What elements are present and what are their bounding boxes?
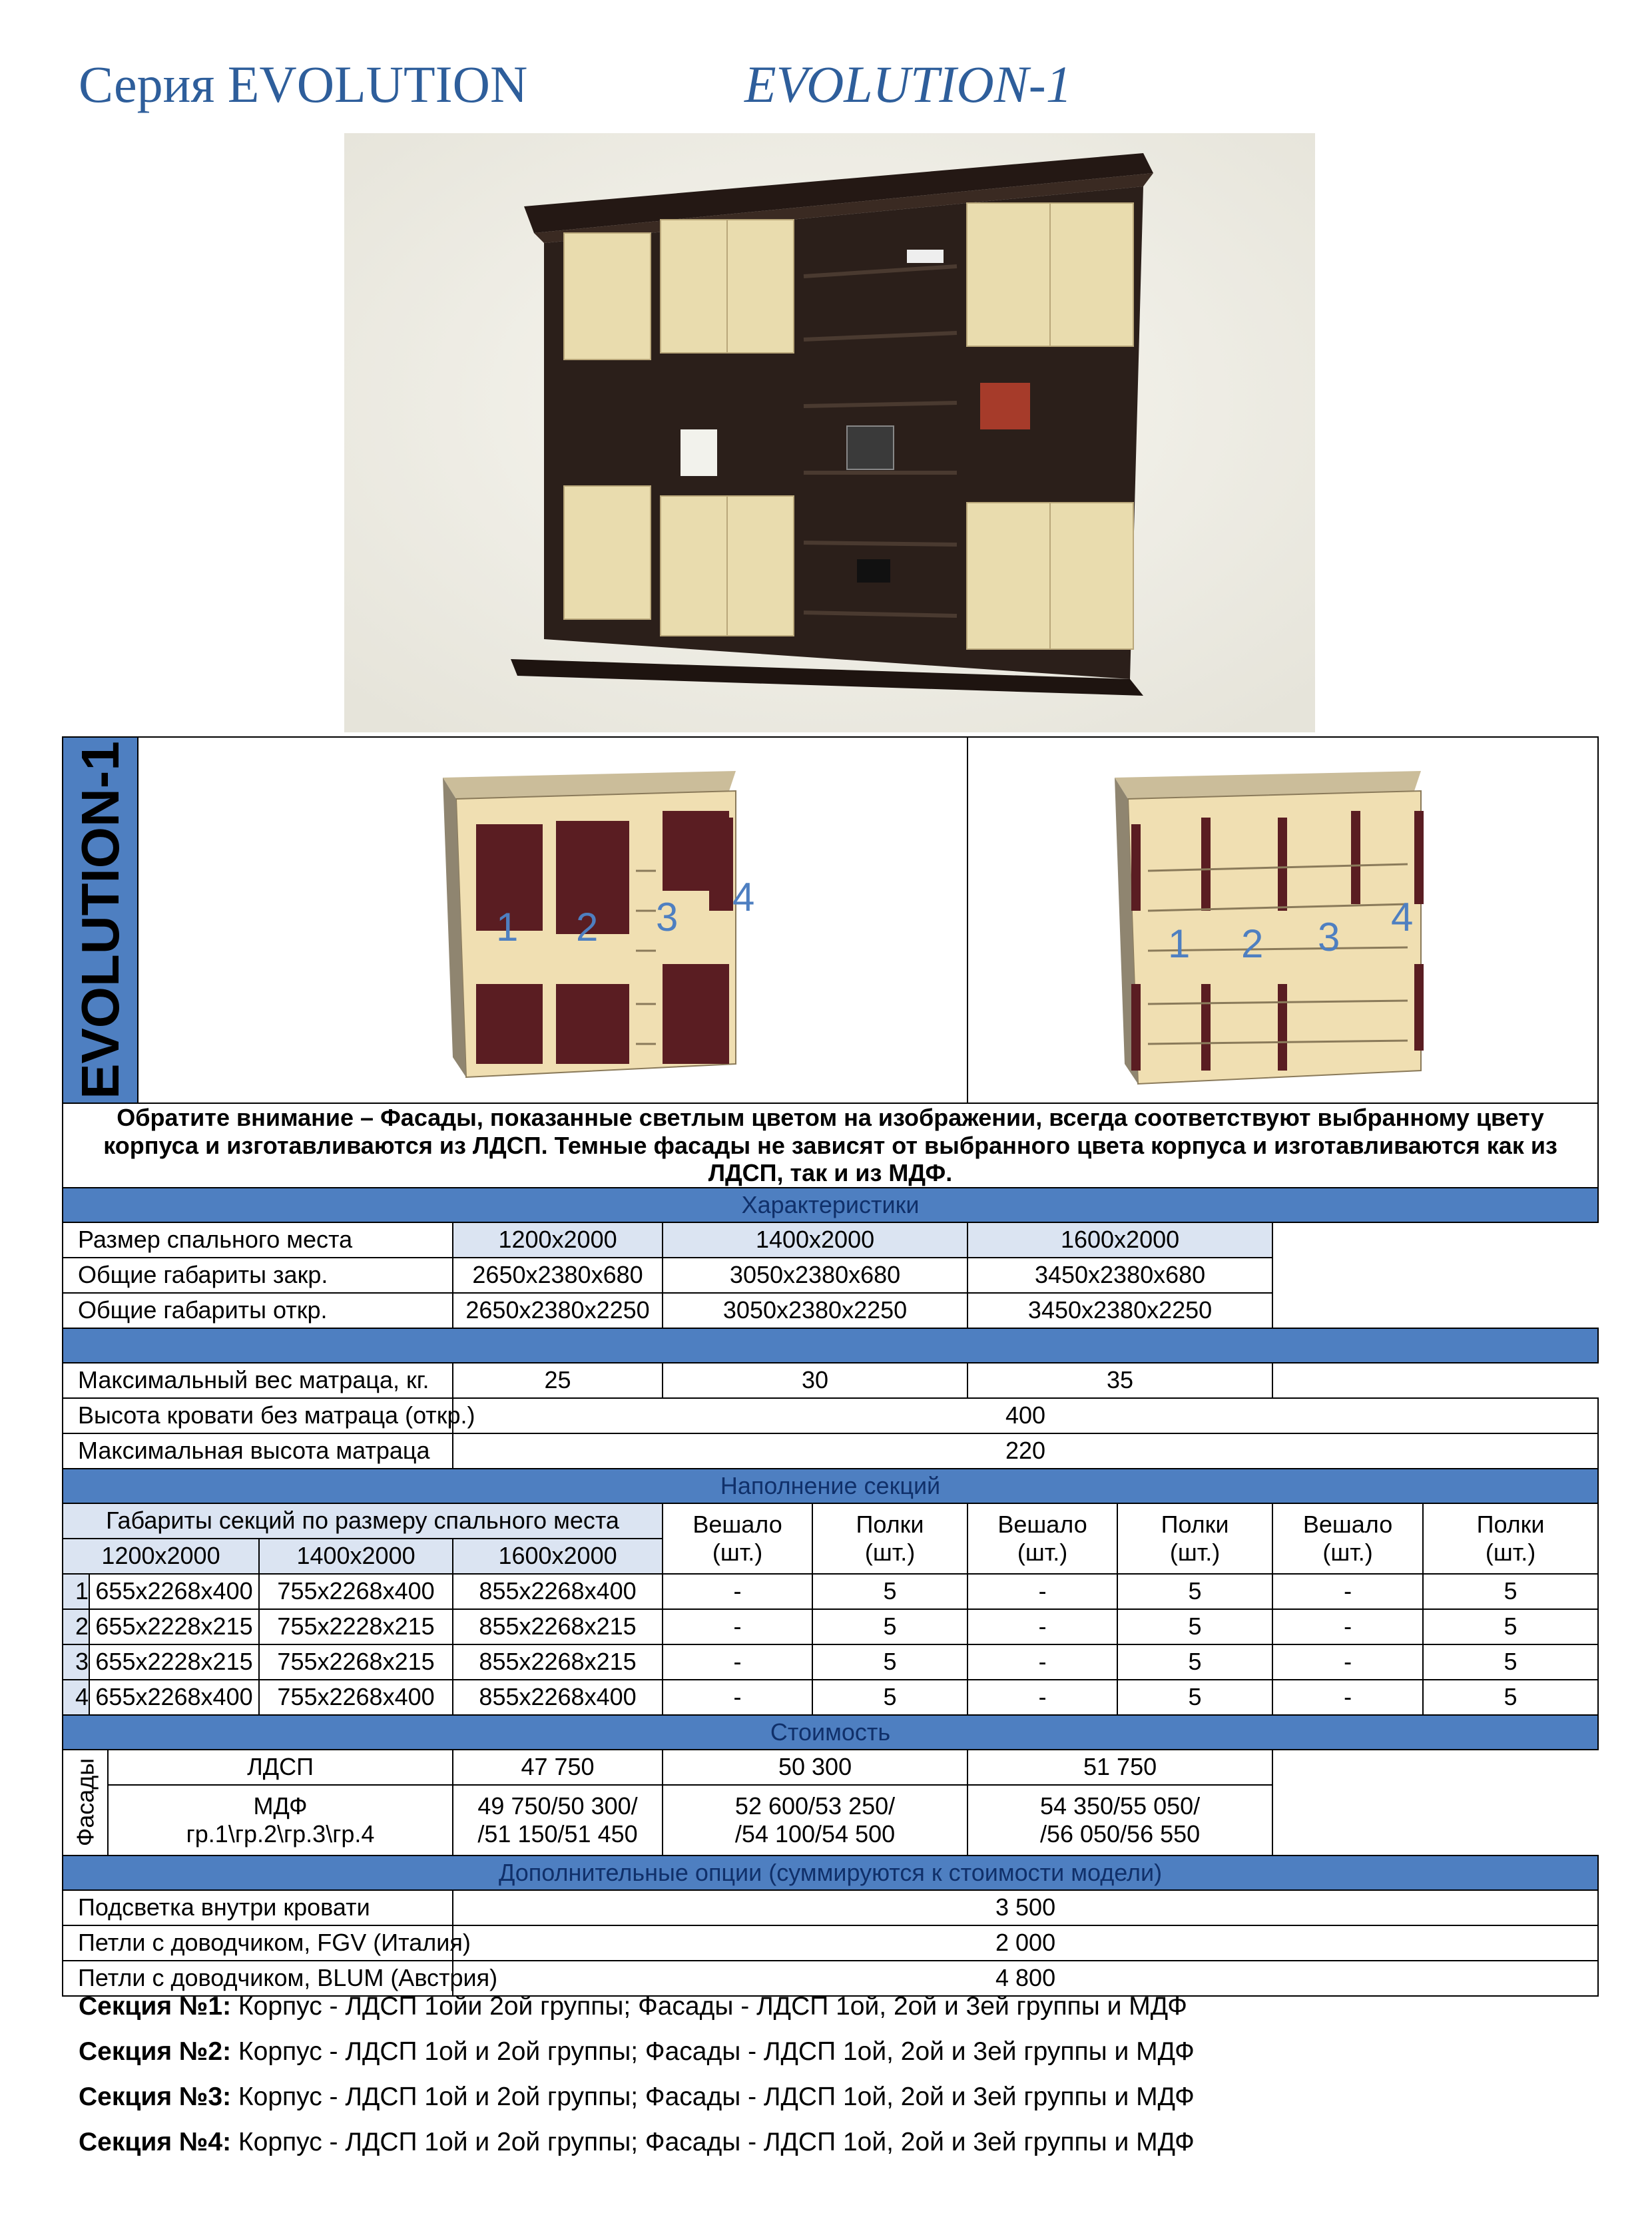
cost-value: 54 350/55 050/ /56 050/56 550 xyxy=(967,1785,1272,1855)
section-row xyxy=(63,1680,1598,1715)
section-fill: - xyxy=(663,1680,812,1715)
option-value: 2 000 xyxy=(453,1925,1598,1961)
char-value: 2650x2380x680 xyxy=(453,1258,663,1293)
char-value: 35 xyxy=(967,1363,1272,1398)
section-fill: 5 xyxy=(1423,1680,1598,1715)
char-label: Общие габариты откр. xyxy=(63,1293,453,1328)
section-dim: 755x2268x400 xyxy=(259,1574,453,1609)
char-value: 1400x2000 xyxy=(663,1222,967,1258)
option-value: 4 800 xyxy=(453,1961,1598,1996)
side-title-cell xyxy=(63,737,138,1103)
footnote-section-2: Секция №2: Корпус - ЛДСП 1ой и 2ой группы; Фасады - ЛДСП 1ой, 2ой и 3ей группы и МДФ xyxy=(79,2037,1195,2066)
facades-label: Фасады xyxy=(71,1758,99,1847)
section-row xyxy=(63,1609,1598,1644)
section-fill: 5 xyxy=(812,1644,967,1680)
section-fill: 5 xyxy=(812,1609,967,1644)
diagram-open-num-2: 2 xyxy=(1241,921,1264,966)
char-value: 3050x2380x2250 xyxy=(663,1293,967,1328)
char-row-bed-size xyxy=(63,1222,1598,1258)
options-band: Дополнительные опции (суммируются к стоимости модели) xyxy=(63,1855,1598,1890)
model-title: EVOLUTION-1 xyxy=(744,55,1072,113)
char-value: 220 xyxy=(453,1433,1598,1469)
option-row xyxy=(63,1925,1598,1961)
char-value: 400 xyxy=(453,1398,1598,1433)
blank-band xyxy=(63,1328,1598,1363)
cost-value: 49 750/50 300/ /51 150/51 450 xyxy=(453,1785,663,1855)
shelves-header: Полки (шт.) xyxy=(1117,1503,1272,1574)
cost-value: 51 750 xyxy=(967,1750,1272,1785)
diagram-open-num-1: 1 xyxy=(1168,921,1191,966)
section-row xyxy=(63,1574,1598,1609)
section-fill: - xyxy=(967,1609,1117,1644)
diagram-num-2: 2 xyxy=(576,905,599,949)
section-dim: 855x2268x215 xyxy=(453,1609,663,1644)
cost-row-ldsp xyxy=(63,1750,1598,1785)
size-header: 1400x2000 xyxy=(259,1539,453,1574)
diagram-num-4: 4 xyxy=(732,875,755,919)
shelves-header: Полки (шт.) xyxy=(1423,1503,1598,1574)
section-fill: 5 xyxy=(1117,1644,1272,1680)
section-fill: 5 xyxy=(1423,1609,1598,1644)
section-fill: 5 xyxy=(812,1574,967,1609)
char-label: Размер спального места xyxy=(63,1222,453,1258)
shelves-header: Полки (шт.) xyxy=(812,1503,967,1574)
char-value: 1600x2000 xyxy=(967,1222,1272,1258)
option-value: 3 500 xyxy=(453,1890,1598,1925)
sections-band: Наполнение секций xyxy=(63,1469,1598,1503)
sections-header-row xyxy=(63,1503,1598,1539)
footnote-section-1: Секция №1: Корпус - ЛДСП 1ойи 2ой группы; Фасады - ЛДСП 1ой, 2ой и 3ей группы и МДФ xyxy=(79,1992,1187,2021)
section-dim: 755x2228x215 xyxy=(259,1609,453,1644)
cost-label: ЛДСП xyxy=(108,1750,453,1785)
section-number: 3 xyxy=(63,1644,89,1680)
option-label: Петли с доводчиком, BLUM (Австрия) xyxy=(63,1961,453,1996)
char-label: Максимальный вес матраца, кг. xyxy=(63,1363,453,1398)
section-fill: - xyxy=(1272,1574,1423,1609)
char-value: 3450x2380x2250 xyxy=(967,1293,1272,1328)
section-fill: 5 xyxy=(1423,1574,1598,1609)
option-row xyxy=(63,1961,1598,1996)
cost-value: 50 300 xyxy=(663,1750,967,1785)
section-fill: - xyxy=(1272,1609,1423,1644)
section-fill: - xyxy=(1272,1644,1423,1680)
char-label: Общие габариты закр. xyxy=(63,1258,453,1293)
cost-label: МДФ гр.1\гр.2\гр.3\гр.4 xyxy=(108,1785,453,1855)
char-row-mattress-height xyxy=(63,1433,1598,1469)
char-value: 3050x2380x680 xyxy=(663,1258,967,1293)
footnote-section-4: Секция №4: Корпус - ЛДСП 1ой и 2ой группы; Фасады - ЛДСП 1ой, 2ой и 3ей группы и МДФ xyxy=(79,2128,1195,2156)
section-dim: 755x2268x215 xyxy=(259,1644,453,1680)
char-label: Высота кровати без матраца (откр.) xyxy=(63,1398,453,1433)
diagram-open-num-3: 3 xyxy=(1318,915,1340,959)
char-value: 3450x2380x680 xyxy=(967,1258,1272,1293)
option-row xyxy=(63,1890,1598,1925)
diagram-closed-cell xyxy=(138,737,967,1103)
hanger-header: Вешало (шт.) xyxy=(663,1503,812,1574)
diagram-open-num-4: 4 xyxy=(1391,895,1414,939)
section-dim: 855x2268x400 xyxy=(453,1574,663,1609)
section-fill: 5 xyxy=(1117,1680,1272,1715)
char-row-weight xyxy=(63,1363,1598,1398)
char-value: 2650x2380x2250 xyxy=(453,1293,663,1328)
diagram-num-1: 1 xyxy=(496,905,519,949)
section-dim: 855x2268x400 xyxy=(453,1680,663,1715)
facade-notice: Обратите внимание – Фасады, показанные светлым цветом на изображении, всегда соответствуют выбранному цвету корпуса и изготавливаются из ЛДСП. Темные фасады не зависят от выбранного цвета корпуса и изготавливаются как из ЛДСП, так и из МДФ. xyxy=(63,1103,1598,1187)
char-label: Максимальная высота матраца xyxy=(63,1433,453,1469)
section-fill: 5 xyxy=(812,1680,967,1715)
cost-value: 52 600/53 250/ /54 100/54 500 xyxy=(663,1785,967,1855)
size-header: 1200x2000 xyxy=(63,1539,259,1574)
section-fill: 5 xyxy=(1423,1644,1598,1680)
section-fill: - xyxy=(663,1574,812,1609)
spec-sheet xyxy=(62,736,1597,2108)
section-row xyxy=(63,1644,1598,1680)
section-fill: - xyxy=(663,1609,812,1644)
option-label: Подсветка внутри кровати xyxy=(63,1890,453,1925)
cost-band: Стоимость xyxy=(63,1715,1598,1750)
diagram-closed xyxy=(203,738,902,1097)
section-number: 4 xyxy=(63,1680,89,1715)
section-dim: 855x2268x215 xyxy=(453,1644,663,1680)
char-value: 1200x2000 xyxy=(453,1222,663,1258)
characteristics-band: Характеристики xyxy=(63,1188,1598,1222)
cost-row-mdf xyxy=(63,1785,1598,1855)
section-dim: 655x2228x215 xyxy=(89,1644,259,1680)
section-fill: - xyxy=(1272,1680,1423,1715)
section-dim: 755x2268x400 xyxy=(259,1680,453,1715)
facades-label-cell xyxy=(63,1750,108,1855)
diagram-open xyxy=(968,738,1597,1097)
series-title: Серия EVOLUTION xyxy=(79,55,528,113)
spec-table xyxy=(62,736,1599,1997)
section-fill: - xyxy=(663,1644,812,1680)
section-number: 1 xyxy=(63,1574,89,1609)
hanger-header: Вешало (шт.) xyxy=(1272,1503,1423,1574)
diagram-num-3: 3 xyxy=(656,895,679,939)
section-fill: - xyxy=(967,1680,1117,1715)
product-photo xyxy=(344,133,1315,732)
section-number: 2 xyxy=(63,1609,89,1644)
section-fill: 5 xyxy=(1117,1574,1272,1609)
section-fill: 5 xyxy=(1117,1609,1272,1644)
section-fill: - xyxy=(967,1574,1117,1609)
cost-value: 47 750 xyxy=(453,1750,663,1785)
char-row-bed-height xyxy=(63,1398,1598,1433)
char-value: 30 xyxy=(663,1363,967,1398)
section-fill: - xyxy=(967,1644,1117,1680)
dims-header: Габариты секций по размеру спального места xyxy=(63,1503,663,1539)
hanger-header: Вешало (шт.) xyxy=(967,1503,1117,1574)
char-value: 25 xyxy=(453,1363,663,1398)
side-title: EVOLUTION-1 xyxy=(70,741,130,1100)
option-label: Петли с доводчиком, FGV (Италия) xyxy=(63,1925,453,1961)
char-row-closed xyxy=(63,1258,1598,1293)
section-dim: 655x2268x400 xyxy=(89,1574,259,1609)
size-header: 1600x2000 xyxy=(453,1539,663,1574)
section-dim: 655x2228x215 xyxy=(89,1609,259,1644)
section-dim: 655x2268x400 xyxy=(89,1680,259,1715)
char-row-open xyxy=(63,1293,1598,1328)
diagram-open-cell xyxy=(967,737,1598,1103)
footnote-section-3: Секция №3: Корпус - ЛДСП 1ой и 2ой группы; Фасады - ЛДСП 1ой, 2ой и 3ей группы и МДФ xyxy=(79,2083,1195,2111)
